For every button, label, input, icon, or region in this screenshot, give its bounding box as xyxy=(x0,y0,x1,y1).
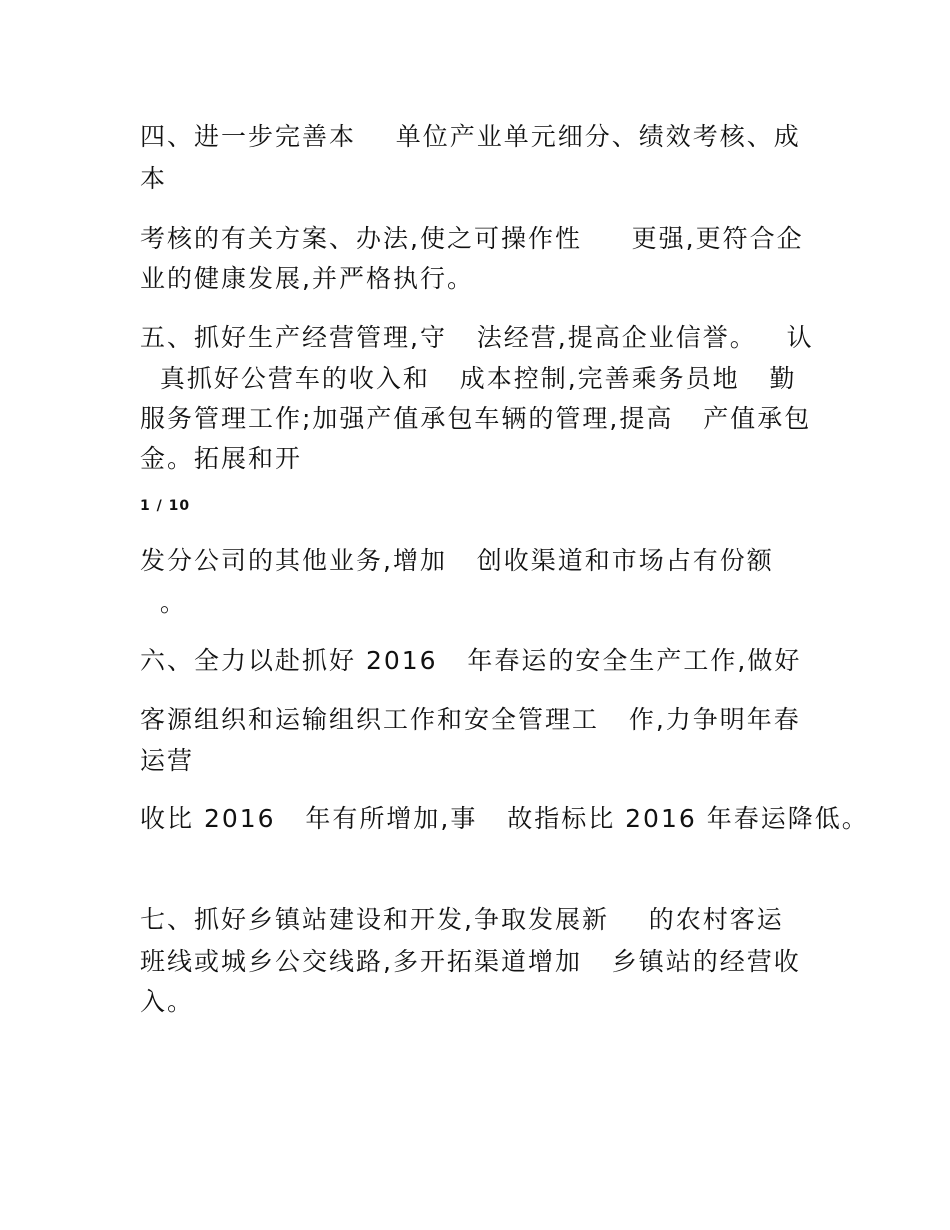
text-line: 考核的有关方案、办法,使之可操作性 更强,更符合企 xyxy=(140,224,804,253)
text-line: 服务管理工作;加强产值承包车辆的管理,提高 产值承包 xyxy=(140,404,812,433)
text-line: 。 xyxy=(140,588,187,617)
text-line: 发分公司的其他业务,增加 创收渠道和市场占有份额 xyxy=(140,546,774,575)
text-line: 五、抓好生产经营管理,守 法经营,提高企业信誉。 认 xyxy=(140,323,814,352)
text-line: 四、进一步完善本 单位产业单元细分、绩效考核、成 xyxy=(140,122,801,151)
text-line: 金。拓展和开 xyxy=(140,444,303,473)
text-line: 客源组织和运输组织工作和安全管理工 作,力争明年春 xyxy=(140,705,801,734)
text-line: 班线或城乡公交线路,多开拓渠道增加 乡镇站的经营收 xyxy=(140,947,801,976)
text-line: 收比 2016 年有所增加,事 故指标比 2016 年春运降低。 xyxy=(140,804,869,833)
text-line: 运营 xyxy=(140,746,195,775)
text-line: 六、全力以赴抓好 2016 年春运的安全生产工作,做好 xyxy=(140,646,802,675)
text-line: 本 xyxy=(140,164,168,193)
text-line: 业的健康发展,并严格执行。 xyxy=(140,264,474,293)
text-line: 真抓好公营车的收入和 成本控制,完善乘务员地 勤 xyxy=(140,364,797,393)
text-line: 七、抓好乡镇站建设和开发,争取发展新 的农村客运 xyxy=(140,905,784,934)
page-number: 1 / 10 xyxy=(140,498,191,514)
text-line: 入。 xyxy=(140,987,195,1016)
